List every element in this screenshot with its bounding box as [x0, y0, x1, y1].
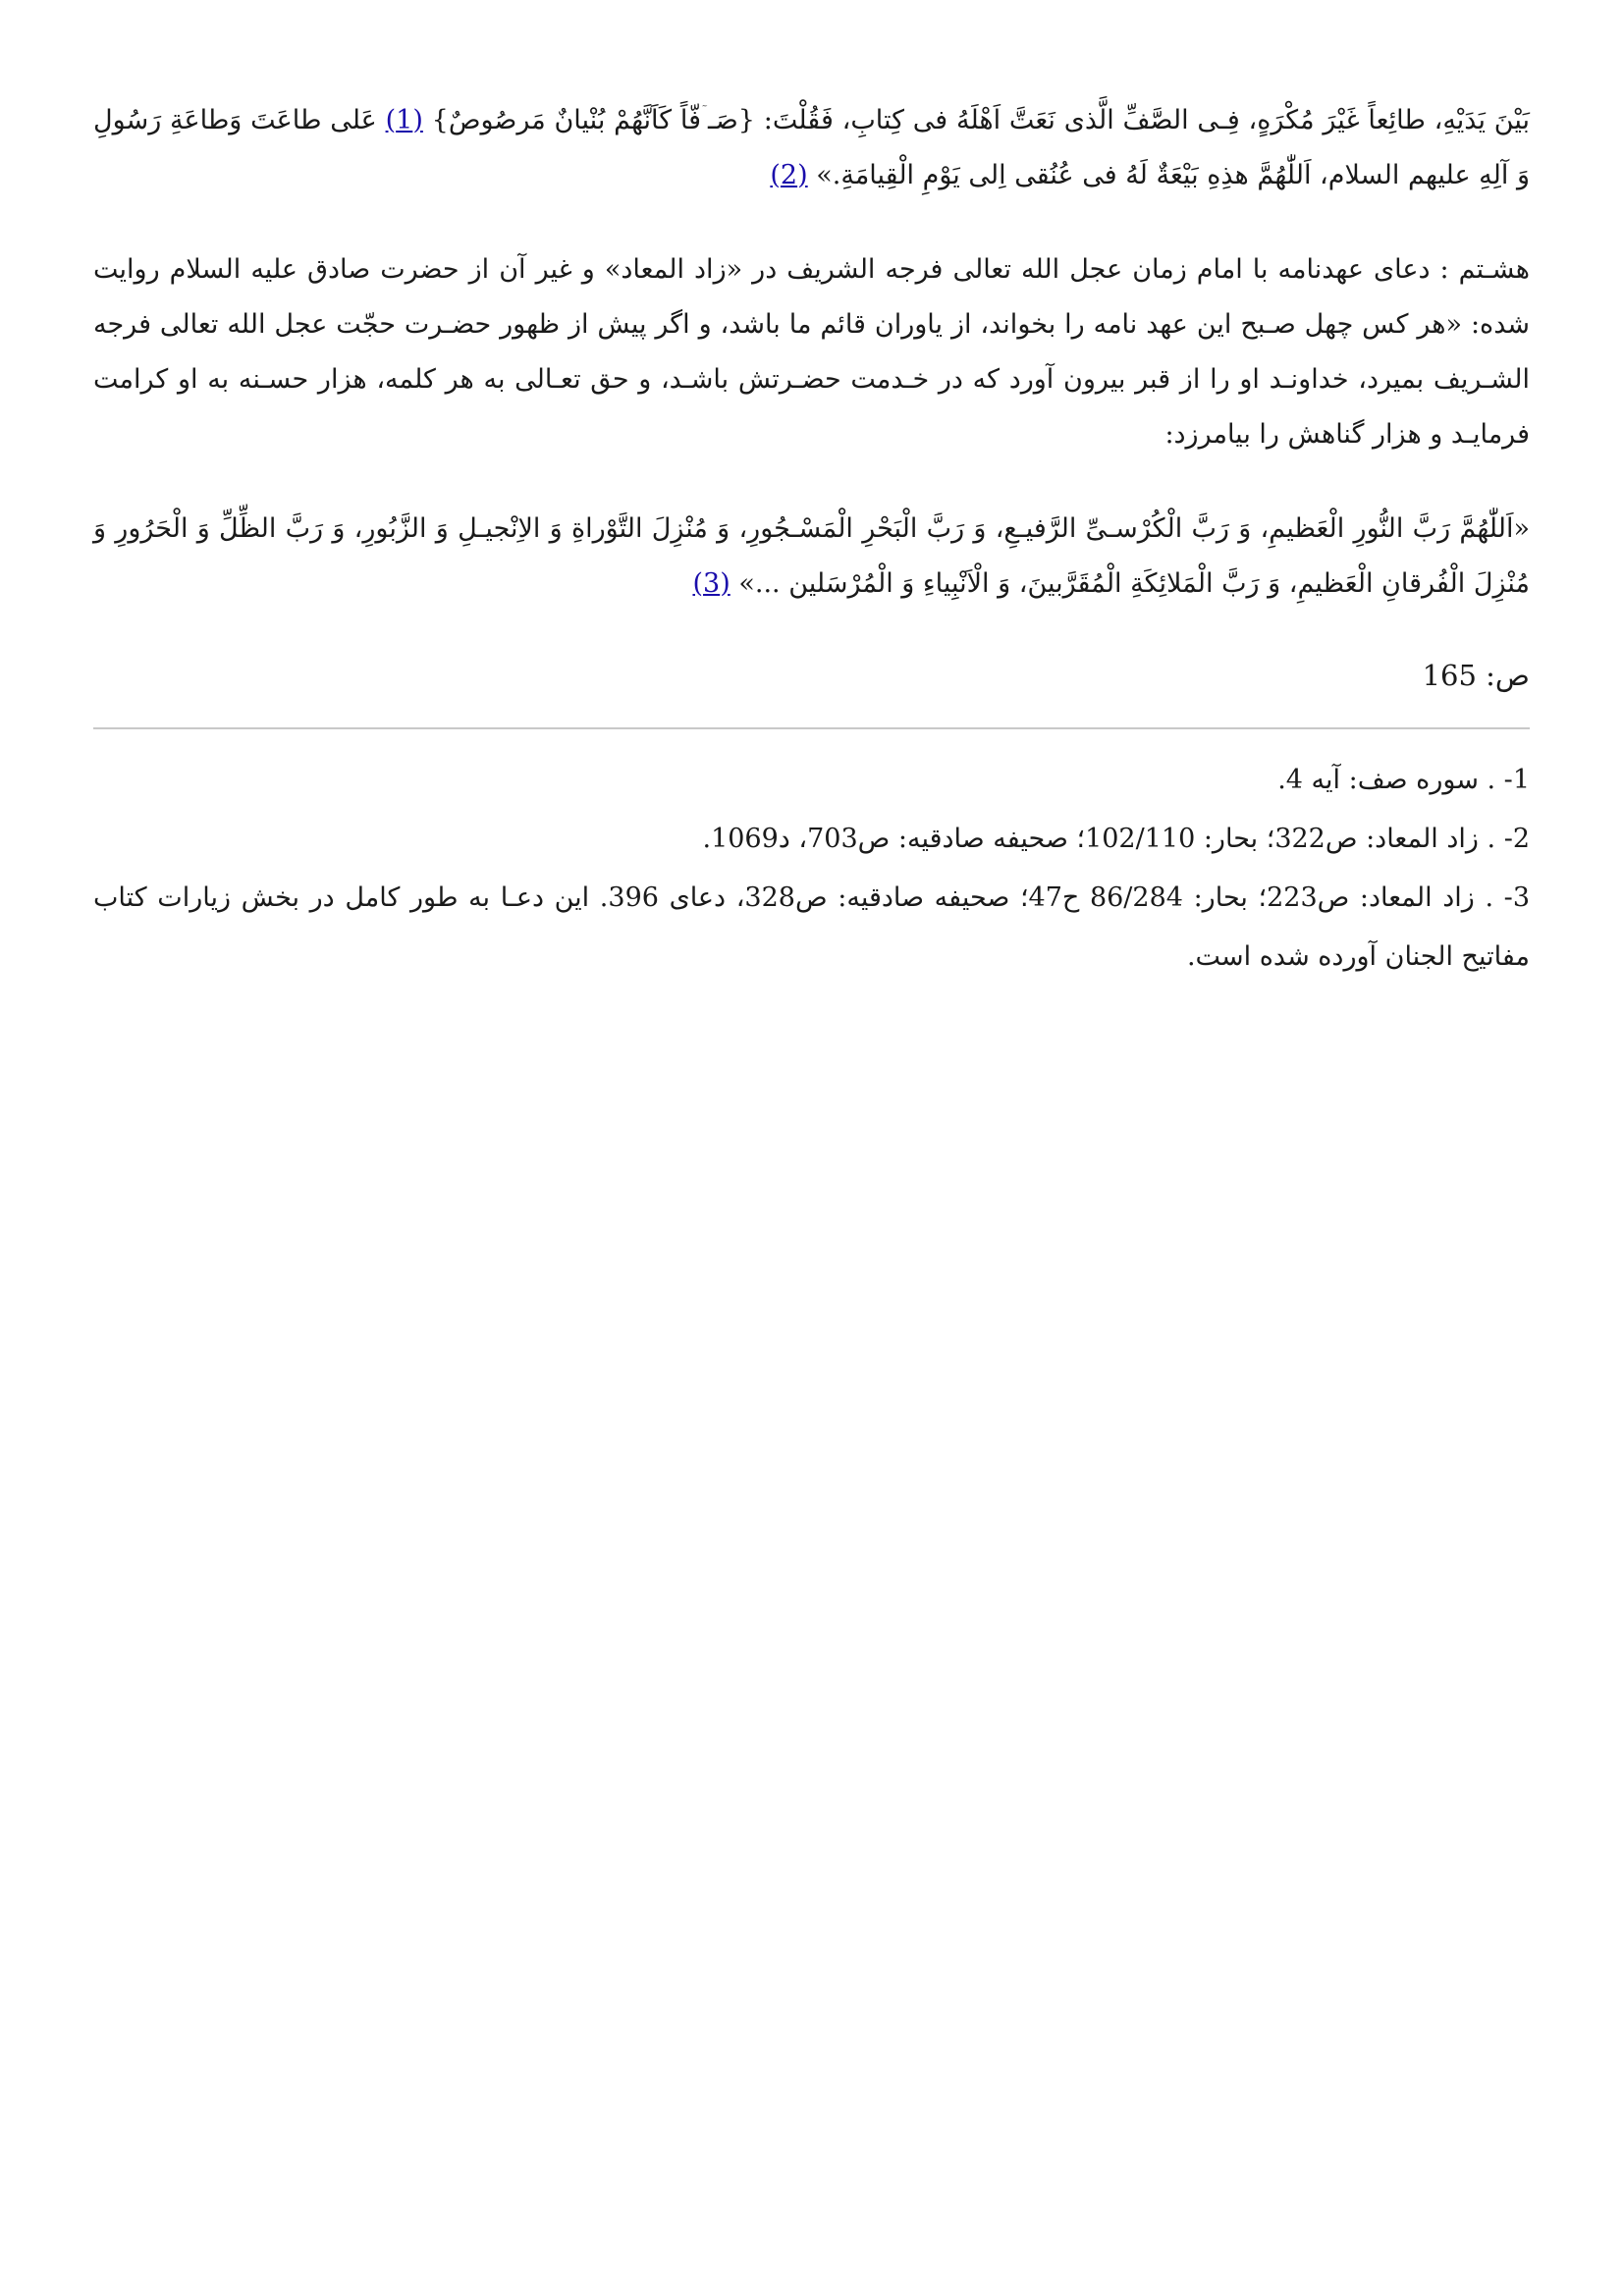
footnote-1: 1- . سوره صف: آیه 4. — [1277, 765, 1530, 795]
footnote-link-2[interactable]: (2) — [770, 160, 808, 190]
paragraph2-text: هشـتم : دعای عهدنامه با امام زمان عجل الله تعالی فرجه الشریف در «زاد المعاد» و غیر آن از حضرت صادق علیه السلام روایت شده: «هر کس چهل صـبح این عهد نامه را بخواند، از یاوران قائم ما باشد، و اگر پیش از ظهور حضـرت حجّت عجل الله تعالی فرجه الشـریف بمیرد، خداونـد او را از قبر بیرون آورد که در خـدمت حضـرتش باشـد، و حق تعـالی به هر کلمه، هزار حسـنه به او کرامت فرمایـد و هزار گناهش را بیامرزد: — [93, 254, 1530, 450]
footnotes-section — [93, 751, 1530, 987]
footnote-link-1[interactable]: (1) — [385, 105, 423, 135]
footnote-3: 3- . زاد المعاد: ص223؛ بحار: 86/284 ح47؛ صحیفه صادقیه: ص328، دعای 396. این دعـا به طور کامل در بخش زیارات کتاب مفاتیح الجنان آورده شده است. — [93, 882, 1530, 972]
footnote-divider — [93, 727, 1530, 729]
paragraph1-text: بَیْنَ یَدَیْهِ، طائِعاً غَیْرَ مُکْرَهٍ، فِـی الصَّفِّ الَّذی نَعَتَّ اَهْلَهُ فی کِتابِ، فَقُلْتَ: {صَـ ۤفّاً کَاَنَّهُمْ بُنْیانٌ مَرصُوصٌ} — [431, 105, 1530, 135]
footnote-2: 2- . زاد المعاد: ص322؛ بحار: 102/110؛ صحیفه صادقیه: ص703، د1069. — [702, 824, 1530, 854]
document-page — [93, 93, 1530, 987]
paragraph-dua-text — [93, 502, 1530, 612]
footnote-link-3[interactable]: (3) — [692, 568, 730, 599]
paragraph-bayat-text — [93, 93, 1530, 203]
paragraph-ahdnameh-intro — [93, 242, 1530, 462]
page-number: ص: 165 — [1422, 659, 1530, 692]
paragraph3-text: «اَللّٰهُمَّ رَبَّ النُّورِ الْعَظیمِ، وَ رَبَّ الْکُرْسـیِّ الرَّفیـعِ، وَ رَبَّ الْبَحْرِ الْمَسْـجُورِ، وَ مُنْزِلَ التَّوْراةِ وَ الاِنْجیـلِ وَ الزَّبُورِ، وَ رَبَّ الظِّلِّ وَ الْحَرُورِ وَ مُنْزِلَ الْفُرقانِ الْعَظیمِ، وَ رَبَّ الْمَلائِکَةِ الْمُقَرَّبینَ، وَ الْاَنْبِیاءِ وَ الْمُرْسَلین ...» — [93, 513, 1530, 599]
paragraph1-text-after: عَلی طاعَتَ وَطاعَةِ رَسُولِ وَ آلِهِ علیهم السلام، اَللّٰهُمَّ هذِهِ بَیْعَةٌ لَهُ فی عُنُقی اِلی یَوْمِ الْقِیامَةِ.» — [93, 105, 1530, 190]
